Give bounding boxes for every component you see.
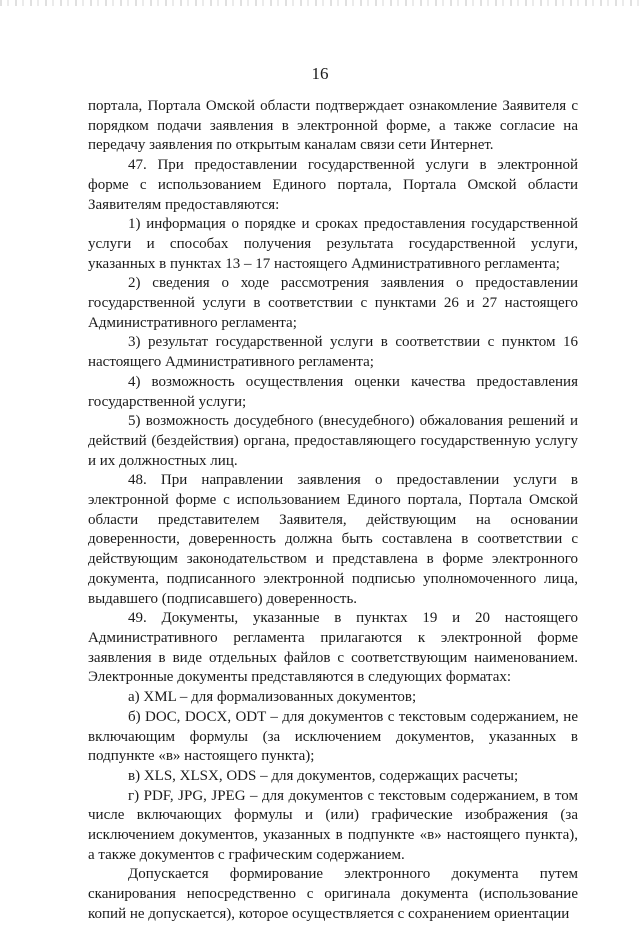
list-item-49-b: б) DOC, DOCX, ODT – для документов с текстовым содержанием, не включающим формулы (за исключением документов, указанных в подпункте «в» настоящего пункта); [88, 708, 578, 765]
paragraph-48: 48. При направлении заявления о предоставлении услуги в электронной форме с использованием Единого портала, Портала Омской области представителем Заявителя, действующим на основании доверенности, доверенность должна быть составлена в соответствии с действующим законодательством и представлена в форме электронного документа, подписанного электронной подписью уполномоченного лица, выдавшего (подписавшего) доверенность. [88, 472, 578, 607]
list-item-47-2: 2) сведения о ходе рассмотрения заявления о предоставлении государственной услуги в соответствии с пунктами 26 и 27 настоящего Административного регламента; [88, 275, 578, 331]
page-number: 16 [311, 64, 329, 83]
document-body [88, 97, 578, 925]
list-item-47-4: 4) возможность осуществления оценки качества предоставления государственной услуги; [88, 373, 578, 410]
paragraph-scanning: Допускается формирование электронного документа путем сканирования непосредственно с оригинала документа (использование копий не допускается), которое осуществляется с сохранением ориентации [88, 866, 578, 922]
paragraph-49: 49. Документы, указанные в пунктах 19 и 20 настоящего Административного регламента прилагаются к электронной форме заявления в виде отдельных файлов с соответствующим наименованием. Электронные документы представляются в следующих форматах: [88, 610, 578, 686]
list-item-49-v: в) XLS, XLSX, ODS – для документов, содержащих расчеты; [128, 767, 519, 784]
paragraph-47: 47. При предоставлении государственной услуги в электронной форме с использованием Единого портала, Портала Омской области Заявителям предоставляются: [88, 157, 578, 213]
list-item-47-5: 5) возможность досудебного (внесудебного) обжалования решений и действий (бездействия) органа, предоставляющего государственную услугу и их должностных лиц. [88, 413, 578, 469]
list-item-47-1: 1) информация о порядке и сроках предоставления государственной услуги и способах получения результата государственной услуги, указанных в пунктах 13 – 17 настоящего Административного регламента; [88, 216, 578, 272]
list-item-49-g: г) PDF, JPG, JPEG – для документов с текстовым содержанием, в том числе включающих формулы и (или) графические изображения (за исключением документов, указанных в подпункте «в» настоящего пункта), а также документов с графическим содержанием. [88, 787, 578, 863]
scan-edge-artifact [0, 0, 640, 6]
list-item-47-3: 3) результат государственной услуги в соответствии с пунктом 16 настоящего Административного регламента; [88, 334, 578, 371]
list-item-49-a: а) XML – для формализованных документов; [128, 689, 417, 706]
paragraph-continuation: портала, Портала Омской области подтверждает ознакомление Заявителя с порядком подачи заявления в электронной форме, а также согласие на передачу заявления по открытым каналам связи сети Интернет. [88, 98, 578, 154]
